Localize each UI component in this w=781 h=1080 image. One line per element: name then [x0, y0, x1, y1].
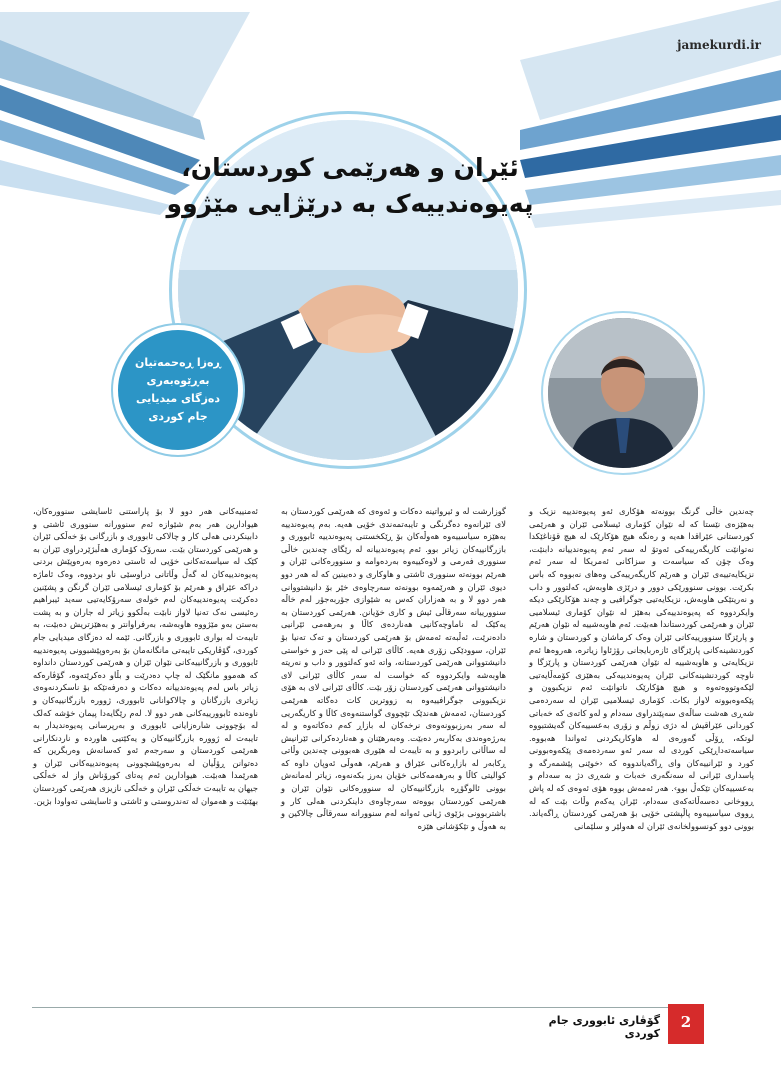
title-line-1: ئێران و هەرێمی کوردستان، [181, 153, 519, 182]
article-column-3 [33, 505, 258, 807]
article-title [140, 150, 560, 222]
portrait-illustration [548, 318, 698, 468]
footer-divider [32, 1007, 672, 1008]
author-name: ڕەزا ڕەحمەتیان [134, 356, 222, 369]
author-role-1: بەڕێوەبەری [146, 374, 210, 387]
site-url: jamekurdi.ir [677, 38, 761, 52]
article-column-2 [281, 505, 506, 832]
article-column-1 [529, 505, 754, 832]
column-3-text: ئەمنییەکانی هەر دوو لا بۆ پاراستنی ئاسایشی سنوورەکان، هیوادارین هەر بەم شێوازە ئەم سنوورانە سنووری ئاشتی و دابینکردنی هەلی کار و چالاکی ئابووری و بازرگانی بۆ خەڵکی ئێران و هەرێمی کوردستان بێت. سەرۆک کۆماری هەڵبژێردراوی ئێران بە کێک لە سیاسەتەکانی خۆیی لە ئاستی دەرەوە بەرەوپێش بردنی پەیوەندییەکان لە گەڵ وڵاتانی دراوسێی ناو بردووە، وەک ئاماژە دراکە عێراق و هەرێم بۆ کۆماری ئیسلامی ئێران گرنگن و پشێنین دەکرێت پەیوەندییەکان لەم خولەی سەرۆکایەتیی سەید ئیبراهیم رەئیسی نەک تەنیا لاواز نابێت بەڵکوو زیاتر لە جاران و بە پشت بەستن بەو مێژووە هاوبەشە، بەرفراوانتر و بەهێزتریش دەبێت، بە تایبەت لە بواری ئابووری و بازرگانی. ئێمە لە دەزگای میدیایی جام کوردی، گۆڤاریکی تایبەتی مانگانەمان بۆ بەرەوپێشبوونی پەیوەندییە ئابووری و بازرگانییەکانی نێوان ئێران و هەرێمی کوردستان دانداوە کە هەموو مانگێک لە چاپ دەدرێت و بڵاو دەکرێتەوە، گۆڤارەکە زیاتر باس لەم پەیوەندییانە دەکات و دەرفەتێکە بۆ ناسکردنەوەی زیاتری بازرگانان و چالاکوانانی ئابووری، ژووره بازرگانییەکان و ناوەندە ئابوورییەکانی هەر دوو لا. لەم رێگایەدا پیمان خۆشە کەلک لە بۆچوونی شارەزایانی ئابووری و بەرپرسانی پەیوەندیدار بە تایبەت لە ژوورە بازرگانییەکان و یەکێتیی هاوردە و ناردنکارانی هەرێمی کوردستان و سەرجەم ئەو کەسانەش وەربگرین کە دەتوانن ڕۆڵیان لە بەرەوپێشچوونی پەیوەندییەکانی ئێران و هەرێمدا هەبێت. هیوادارین ئەم پەتای کورۆناش واز لە خەڵکی جیهان بە تایبەت خەڵکی ئێران و خەڵکی نازیزی هەرێمی کوردستان بهێنێت و هەموان لە تەندروستی و ئاشتی و ئاسایشی تەواودا بژین. [33, 506, 258, 806]
column-1-text: چەندین خاڵی گرنگ بوونەتە هۆکاری ئەو پەیوەندییە نزیک و بەهێزەی نێستا کە لە نێوان کۆماری ئیسلامی ئێران و هەرێمی کوردستانی عێراقدا هەیە و رەنگە هیچ هۆکارێک لە هیچ قۆناغێکدا نەتوانێت کاریگەرییەکی ئەوتۆ لە سەر ئەم پەیوەندییانە دابنێت، وەک چۆن کە سیاسەت و سزاکانی ئەمریکا لە سەر ئەم نزیکایەتییەی ئێران و هەرێم کاریگەرییەکی وەهای نەبووە کە باس بکرێت. بوونی سنوورێکی دوور و درێژی هاوبەش، کەلتوور و داب و نەریتێکی هاوبەش، نزیکایەتیی جوگرافیی و چەند هۆکارێکی دیکە وایکردووە کە پەیوەندییەکی بەهێز لە نێوان کۆماری ئیسلامیی ئێران و هەرێمی کوردستاندا هەبێت. ئەم هاوبەشییە لە نێوان هەرێم و پارێزگا سنوورییەکانی ئێران وەک کرماشان و کوردستان و شارە کوردنشینەکانی پارێزگای ئازەربایجانی رۆژئاوا زیاترە، هەروەها ئەم نزیکایەتی و هاوبەشییە لە نێوان هەرێمی کوردستان و پارێزگا و ناوچە کوردنشینەکانی ئێران پەیوەندییەکی بەهێزی کۆمەڵایەتیی لێکەوتووەتەوە و هیچ هۆکارێک ناتوانێت ئەم نزیکبوون و پێکەوەبوونە لاواز بکات. کۆماری ئیسلامیی ئێران لە سەردەمی شەڕی هەشت ساڵەی سەپێندراوی سەدام و لەو کاتەی کە خەباتی کوردانی عێراقیش لە دژی زوڵم و زۆری بەعسییەکان گەیشتبووە لوتکە، ڕۆڵی گەورەی لە هاوکاریکردنی ئەواندا هەبووە. سیاسەتەداڕێکی کوردی لە سەر ئەو سەردەمەی پێکەوەبوونی کورد و ئێرانییەکان وای ڕاگەیاندووە کە ‹خوێنی پێشمەرگە و پاسداری ئێرانی لە سەنگەری خەبات و شەڕی دژ بە سەدام و بەعسییەکان تێکەڵ بوو›. هەر ئەمەش بووە هۆی ئەوەی کە لە پاش ڕووخانی دەسەڵاتەکەی سەدام، ئێران یەکەم وڵات بێت کە لە ڕووی سیاسییەوە پاڵپشتی خۆیی بۆ هەرێمی کوردستان ڕاگەیاند. بوونی دوو کونسوولخانەی ئێران لە هەولێر و سلێمانی [529, 506, 754, 831]
footer-magazine-name: گۆڤاری ئابووری جام کوردی [548, 1014, 660, 1040]
author-badge [118, 330, 238, 450]
column-2-text: گوزارشت لە و ئیرواتینە دەکات و ئەوەی کە هەرێمی کوردستان بە لای ئێرانەوە دەگرنگی و تایبەتمەندی خۆیی هەیە. بەم پەیوەندییە بەهێزە سیاسییەوە هەوڵەکان بۆ ڕێکخستنی پەیوەندییە ئابووری و بازرگانییەکان زیاتر بوو. ئەم پەیوەندییانە لە رێگای چەندین خاڵی سنووری فەرمی و لاوەکییەوە بەردەوامە و سنوورەکانی ئێران و هەرێم بوونەتە سنووری ئاشتی و هاوکاری و دەبینین کە لە هەر دوو دیوی ئێران و هەرێمەوە بوونەتە سەرچاوەی خێر بۆ دانیشتووانی هەر دوو لا و بە هەزاران کەس بە شێوازی جۆربەجۆر لەم خاڵە سنوورییانە سەرقاڵی ئیش و کاری خۆیانن. هەرێمی کوردستان بە یەکێک لە ناماوچەکانیی هەناردەی کاڵا و بەرهەمی ئێرانیی دادەنرێت، ئەڵبەتە ئەمەش بۆ هەرێمی کوردستان و تەک تەنیا بۆ ئێران، سوودێکی زۆری هەیە. کاڵای ئێرانی لە پێی حەز و خواستی دانیشتووانی هەرێمی کوردستانە، واتە ئەو کەلتوور و داب و نەریتە هاوبەشە وایکردووە کە خواست لە سەر کاڵای ئێرانی لای دانیشتووانی هەرێمی کوردستان زۆر بێت. کاڵای ئێرانی لای بە هۆی نزیکبوونی جوگرافییەوە بە زووترین کات دەگاتە هەرێمی کوردستان، ئەمەش هەندێک تێچووی گواستنەوەی کاڵا و کاریگەریی لە سەر بەرزبوونەوەی نرخەکان لە بازاڕ کەم دەکاتەوە و لە بەرژەوەندی بەکاربەر دەبێت. وەبەرهێنان و هەناردەکرانی ئێرانیش لە ساڵانی رابردوو و بە تایبەت لە هێوری هەبوونی چەندین وڵاتی ڕکابەر لە بازاڕەکانی عێراق و هەرێم، هەوڵی ئەوپان داوە کە کوالیتی کاڵا و بەرهەمەکانی خۆیان بەرز بکەنەوە، زیاتر لەمانەش بوونی ئالوگۆڕە بازرگانییەکان لە سنوورەکانی نێوان ئێران و هەرێمی کوردستان بووەتە سەرچاوەی داینکردنی هەلی کار و باشتربوونی بژێوی ژیانی ئەوانە لەم سنوورانە سەرقاڵی چالاکین و بە هەوڵ و تێکۆشانی هێزە [281, 506, 506, 831]
author-portrait [548, 318, 698, 468]
author-role-2: دەزگای میدیایی [135, 392, 221, 405]
page-number: 2 [668, 1004, 704, 1044]
author-role-3: جام کوردی [148, 410, 208, 423]
title-line-2: پەیوەندییەک بە درێژایی مێژوو [166, 189, 534, 218]
